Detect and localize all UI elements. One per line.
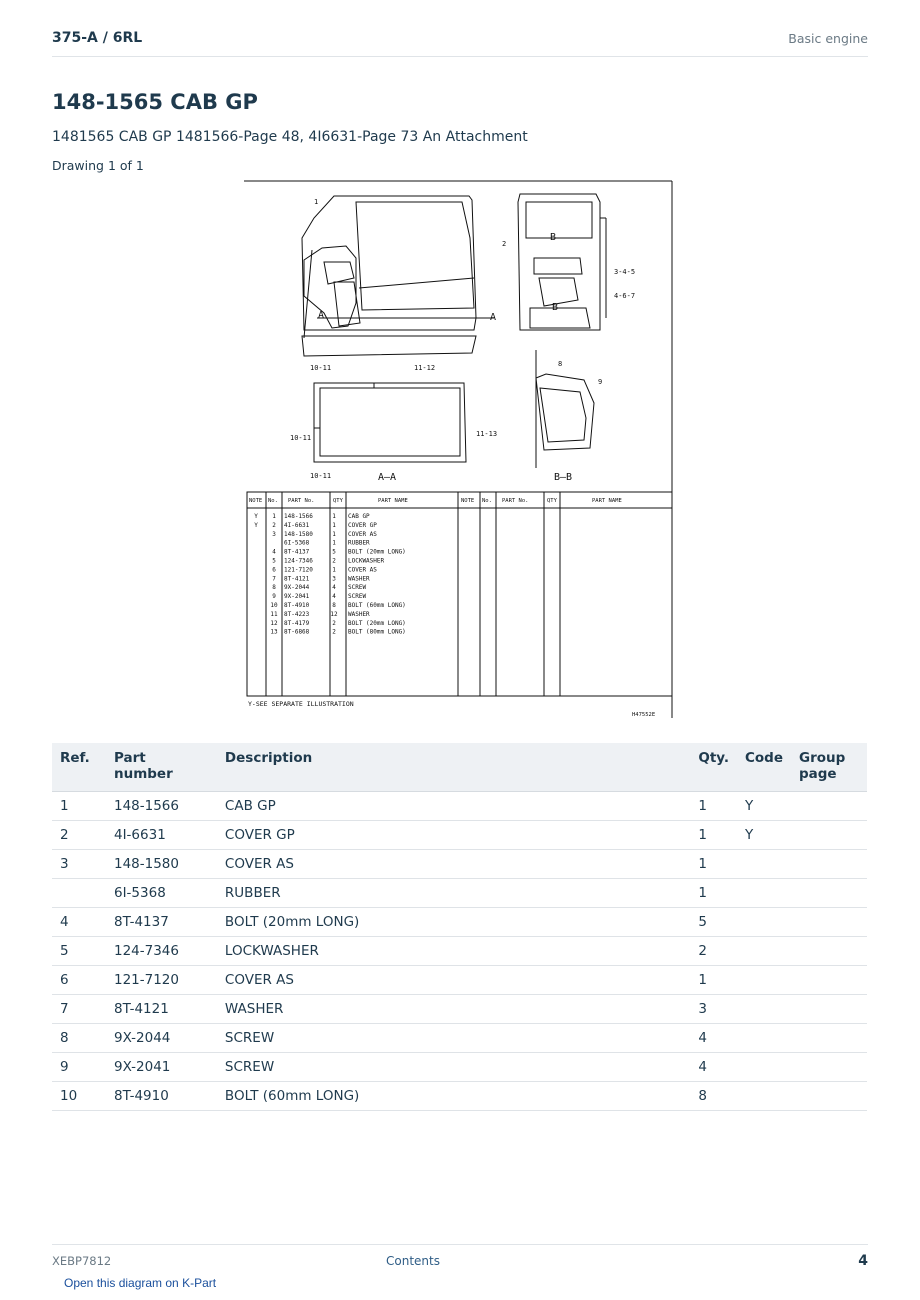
drawing-list-cell: 8	[332, 602, 336, 609]
drawing-list-cell: BOLT (20mm LONG)	[348, 619, 406, 627]
table-row	[52, 908, 867, 937]
group-page-cell	[791, 879, 867, 908]
part-number-cell: 121-7120	[106, 966, 217, 995]
drawing-list-cell: 8T-4137	[284, 548, 310, 556]
ref-cell: 7	[52, 995, 106, 1024]
qty-cell: 4	[690, 1024, 737, 1053]
callout-label: A	[490, 312, 497, 323]
ref-cell: 2	[52, 821, 106, 850]
table-header-cell: PART NAME	[378, 498, 408, 504]
column-header: Code	[737, 743, 791, 792]
table-header-cell: QTY	[333, 498, 343, 504]
drawing-list-cell: 124-7346	[284, 557, 313, 565]
table-row	[52, 792, 867, 821]
drawing-list-cell: 2	[332, 557, 336, 565]
description-cell: RUBBER	[217, 879, 690, 908]
drawing-list-cell: Y	[254, 521, 258, 529]
callout-label: 3-4-5	[614, 268, 636, 276]
table-row	[52, 1082, 867, 1111]
qty-cell: 1	[690, 850, 737, 879]
qty-cell: 8	[690, 1082, 737, 1111]
drawing-list-cell: 1	[332, 513, 336, 520]
table-row	[52, 937, 867, 966]
drawing-list-cell: 8T-4179	[284, 619, 310, 627]
drawing-list-cell: 13	[270, 628, 278, 636]
drawing-list-cell: 8T-4223	[284, 610, 310, 618]
group-page-cell	[791, 995, 867, 1024]
table-row	[52, 850, 867, 879]
document-code: XEBP7812	[52, 1254, 112, 1268]
drawing-list-cell: 4	[332, 593, 336, 601]
description-cell: SCREW	[217, 1024, 690, 1053]
column-header: Group page	[791, 743, 867, 792]
code-cell	[737, 1053, 791, 1082]
drawing-list-cell: BOLT (20mm LONG)	[348, 548, 406, 556]
qty-cell: 4	[690, 1053, 737, 1082]
code-cell	[737, 1024, 791, 1053]
description-cell: SCREW	[217, 1053, 690, 1082]
drawing-list-cell: 1	[332, 566, 336, 574]
code-cell: Y	[737, 821, 791, 850]
drawing-list-cell: 4	[272, 548, 276, 556]
page-number: 4	[858, 1253, 868, 1269]
group-page-cell	[791, 1024, 867, 1053]
part-number-cell: 148-1580	[106, 850, 217, 879]
description-cell: WASHER	[217, 995, 690, 1024]
part-number-cell: 148-1566	[106, 792, 217, 821]
callout-label: 11-13	[476, 430, 498, 438]
qty-cell: 1	[690, 792, 737, 821]
page-footer	[52, 1244, 868, 1275]
ref-cell: 5	[52, 937, 106, 966]
drawing-list-cell: 5	[332, 548, 336, 556]
drawing-list-cell: RUBBER	[348, 539, 370, 547]
table-header-cell: NOTE	[461, 498, 475, 504]
qty-cell: 5	[690, 908, 737, 937]
group-page-cell	[791, 937, 867, 966]
qty-cell: 1	[690, 966, 737, 995]
drawing-list-cell: BOLT (60mm LONG)	[348, 602, 406, 609]
drawing-list-cell: 1	[332, 521, 336, 529]
table-header-cell: PART No.	[288, 498, 315, 504]
drawing-list-cell: Y	[254, 513, 258, 520]
drawing-list-cell: BOLT (80mm LONG)	[348, 628, 406, 636]
drawing-list-cell: 2	[272, 521, 276, 529]
drawing-list-cell: WASHER	[348, 610, 370, 618]
table-header-cell: NOTE	[249, 498, 263, 504]
drawing-list-cell: 148-1580	[284, 530, 313, 538]
description-cell: CAB GP	[217, 792, 690, 821]
part-number-cell: 8T-4121	[106, 995, 217, 1024]
drawing-list-cell: 8T-4121	[284, 575, 310, 583]
code-cell	[737, 937, 791, 966]
drawing-list-cell: SCREW	[348, 593, 367, 601]
ref-cell: 6	[52, 966, 106, 995]
callout-label: 1	[314, 198, 319, 206]
table-header-row	[52, 743, 867, 792]
drawing-list-cell: 5	[272, 557, 276, 565]
group-page-cell	[791, 850, 867, 879]
drawing-list-cell: COVER AS	[348, 530, 377, 538]
callout-label: 2	[502, 240, 507, 248]
drawing-list-cell: 9X-2041	[284, 593, 310, 601]
drawing-list-cell: COVER AS	[348, 566, 377, 574]
section-name: Basic engine	[788, 31, 868, 46]
callout-label: 9	[598, 378, 603, 386]
table-row	[52, 966, 867, 995]
drawing-list-cell: 4I-6631	[284, 521, 310, 529]
section-label: B—B	[554, 472, 573, 483]
drawing-list-cell: 7	[272, 575, 276, 583]
callout-label: 8	[558, 360, 563, 368]
part-number-cell: 8T-4910	[106, 1082, 217, 1111]
drawing-code: H47552E	[632, 712, 656, 718]
drawing-list-cell: LOCKWASHER	[348, 557, 385, 565]
qty-cell: 2	[690, 937, 737, 966]
group-page-cell	[791, 1082, 867, 1111]
table-row	[52, 1053, 867, 1082]
qty-cell: 3	[690, 995, 737, 1024]
ref-cell: 4	[52, 908, 106, 937]
part-number-cell: 6I-5368	[106, 879, 217, 908]
part-number-cell: 8T-4137	[106, 908, 217, 937]
description-cell: BOLT (20mm LONG)	[217, 908, 690, 937]
ref-cell: 1	[52, 792, 106, 821]
table-row	[52, 995, 867, 1024]
drawing-list-cell: 6	[272, 566, 276, 574]
group-page-cell	[791, 792, 867, 821]
column-header: Qty.	[690, 743, 737, 792]
callout-label: 10-11	[290, 434, 312, 442]
drawing-list-cell: 11	[270, 610, 278, 618]
drawing-list-cell: 8T-6868	[284, 628, 310, 636]
drawing-list-cell: 10	[270, 602, 278, 609]
group-page-cell	[791, 821, 867, 850]
code-cell	[737, 879, 791, 908]
table-row	[52, 821, 867, 850]
drawing-list-cell: 148-1566	[284, 513, 313, 520]
description-cell: LOCKWASHER	[217, 937, 690, 966]
section-label: A—A	[378, 472, 397, 483]
model-breadcrumb: 375-A / 6RL	[52, 30, 143, 46]
callout-label: A	[318, 310, 325, 321]
qty-cell: 1	[690, 879, 737, 908]
drawing-list-cell: 121-7120	[284, 566, 313, 574]
ref-cell: 8	[52, 1024, 106, 1053]
code-cell	[737, 850, 791, 879]
drawing-list-cell: 1	[272, 513, 276, 520]
drawing-list-cell: 12	[270, 619, 278, 627]
ref-cell: 10	[52, 1082, 106, 1111]
description-cell: COVER AS	[217, 966, 690, 995]
group-page-cell	[791, 966, 867, 995]
drawing-list-cell: 9X-2044	[284, 584, 310, 592]
part-number-cell: 9X-2041	[106, 1053, 217, 1082]
table-row	[52, 1024, 867, 1053]
drawing-list-cell: 8T-4910	[284, 602, 310, 609]
code-cell	[737, 1082, 791, 1111]
callout-label: 11-12	[414, 364, 436, 372]
contents-link[interactable]: Contents	[386, 1254, 440, 1268]
callout-label: B	[552, 302, 559, 313]
drawing-list-cell: 8	[272, 584, 276, 592]
drawing-list-cell: 3	[332, 575, 336, 583]
callout-label: B	[550, 232, 557, 243]
callout-label: 4-6-7	[614, 292, 636, 300]
drawing-list-cell: COVER GP	[348, 521, 377, 529]
open-k-part-link[interactable]: Open this diagram on K-Part	[64, 1276, 217, 1290]
drawing-label: Drawing 1 of 1	[52, 158, 144, 173]
group-page-cell	[791, 908, 867, 937]
column-header: Ref.	[52, 743, 106, 792]
drawing-list-cell: 2	[332, 628, 336, 636]
table-header-cell: PART NAME	[592, 498, 622, 504]
table-header-cell: PART No.	[502, 498, 529, 504]
table-header-cell: No.	[482, 498, 492, 504]
callout-label: 10-11	[310, 472, 332, 480]
drawing-list-cell: 4	[332, 584, 336, 592]
page-header	[52, 28, 868, 57]
drawing-list-cell: CAB GP	[348, 513, 370, 520]
ref-cell: 9	[52, 1053, 106, 1082]
drawing-list-cell: 3	[272, 530, 276, 538]
part-number-cell: 9X-2044	[106, 1024, 217, 1053]
ref-cell: 3	[52, 850, 106, 879]
table-header-cell: No.	[268, 498, 278, 504]
code-cell	[737, 995, 791, 1024]
column-header: Description	[217, 743, 690, 792]
drawing-list-cell: SCREW	[348, 584, 367, 592]
drawing-list-cell: 1	[332, 530, 336, 538]
parts-table	[52, 743, 867, 1111]
qty-cell: 1	[690, 821, 737, 850]
part-number-cell: 124-7346	[106, 937, 217, 966]
group-page-cell	[791, 1053, 867, 1082]
part-number-cell: 4I-6631	[106, 821, 217, 850]
description-cell: COVER AS	[217, 850, 690, 879]
code-cell: Y	[737, 792, 791, 821]
description-cell: BOLT (60mm LONG)	[217, 1082, 690, 1111]
drawing-footnote: Y-SEE SEPARATE ILLUSTRATION	[248, 700, 354, 708]
page-subtitle: 1481565 CAB GP 1481566-Page 48, 4I6631-Page 73 An Attachment	[52, 129, 528, 145]
description-cell: COVER GP	[217, 821, 690, 850]
column-header: Part number	[106, 743, 217, 792]
callout-label: 10-11	[310, 364, 332, 372]
code-cell	[737, 966, 791, 995]
table-row	[52, 879, 867, 908]
code-cell	[737, 908, 791, 937]
table-header-cell: QTY	[547, 498, 557, 504]
drawing-list-cell: 6I-5368	[284, 539, 310, 547]
drawing-list-cell: 12	[330, 610, 338, 618]
drawing-list-cell: WASHER	[348, 575, 370, 583]
ref-cell	[52, 879, 106, 908]
parts-diagram	[244, 178, 676, 723]
drawing-list-cell: 9	[272, 593, 276, 601]
drawing-list-cell: 2	[332, 619, 336, 627]
page-title: 148-1565 CAB GP	[52, 90, 258, 114]
drawing-list-cell: 1	[332, 539, 336, 547]
